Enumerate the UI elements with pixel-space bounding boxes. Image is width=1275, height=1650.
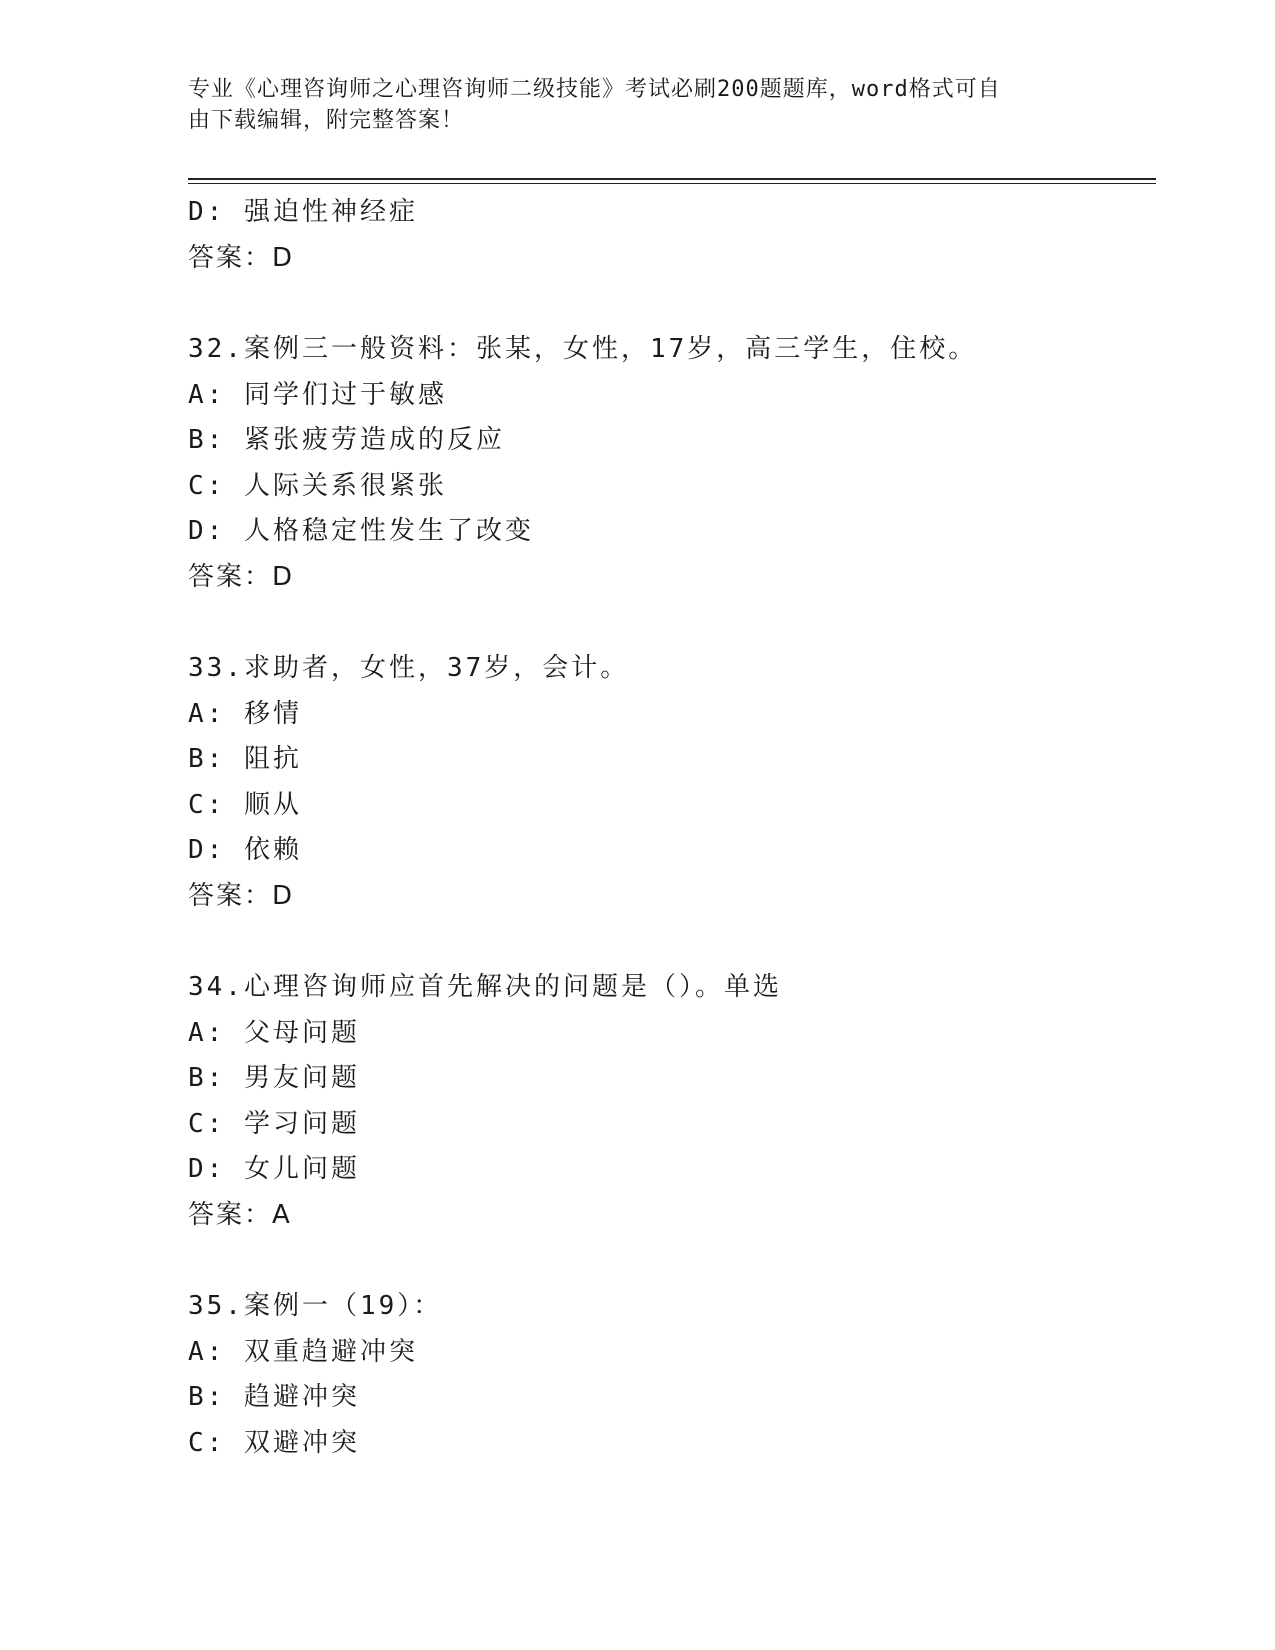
answer: 答案：D <box>188 242 295 273</box>
option-d: D: 女儿问题 <box>188 1154 360 1184</box>
question-34 <box>188 965 1148 1238</box>
option-a: A: 双重趋避冲突 <box>188 1336 418 1367</box>
document-header <box>188 74 1068 136</box>
answer: 答案：A <box>188 1199 292 1230</box>
option-c: C: 顺从 <box>188 789 302 820</box>
option-d: D: 强迫性神经症 <box>188 197 418 227</box>
header-line-2: 由下载编辑，附完整答案！ <box>188 108 465 133</box>
question-33 <box>188 646 1148 919</box>
option-c: C: 双避冲突 <box>188 1427 360 1458</box>
answer: 答案：D <box>188 561 295 592</box>
option-b: B: 趋避冲突 <box>188 1382 360 1412</box>
answer: 答案：D <box>188 880 295 911</box>
question-32 <box>188 327 1148 600</box>
question-text: 35.案例一（19）： <box>188 1291 443 1321</box>
option-a: A: 移情 <box>188 698 302 729</box>
question-list <box>188 190 1148 1466</box>
header-line-1: 专业《心理咨询师之心理咨询师二级技能》考试必刷200题题库，word格式可自 <box>188 77 1001 102</box>
option-d: D: 依赖 <box>188 835 302 865</box>
option-d: D: 人格稳定性发生了改变 <box>188 516 534 546</box>
header-divider-thin <box>188 183 1156 184</box>
question-31-tail <box>188 190 1148 281</box>
option-a: A: 父母问题 <box>188 1017 360 1048</box>
option-b: B: 紧张疲劳造成的反应 <box>188 425 505 455</box>
option-b: B: 男友问题 <box>188 1063 360 1093</box>
option-c: C: 人际关系很紧张 <box>188 470 447 501</box>
option-b: B: 阻抗 <box>188 744 302 774</box>
header-divider-thick <box>188 178 1156 180</box>
option-c: C: 学习问题 <box>188 1108 360 1139</box>
question-text: 32.案例三一般资料：张某，女性，17岁，高三学生，住校。 <box>188 334 978 364</box>
option-a: A: 同学们过于敏感 <box>188 379 447 410</box>
question-35 <box>188 1284 1148 1466</box>
question-text: 34.心理咨询师应首先解决的问题是（）。单选 <box>188 972 782 1002</box>
question-text: 33.求助者，女性，37岁，会计。 <box>188 653 630 683</box>
